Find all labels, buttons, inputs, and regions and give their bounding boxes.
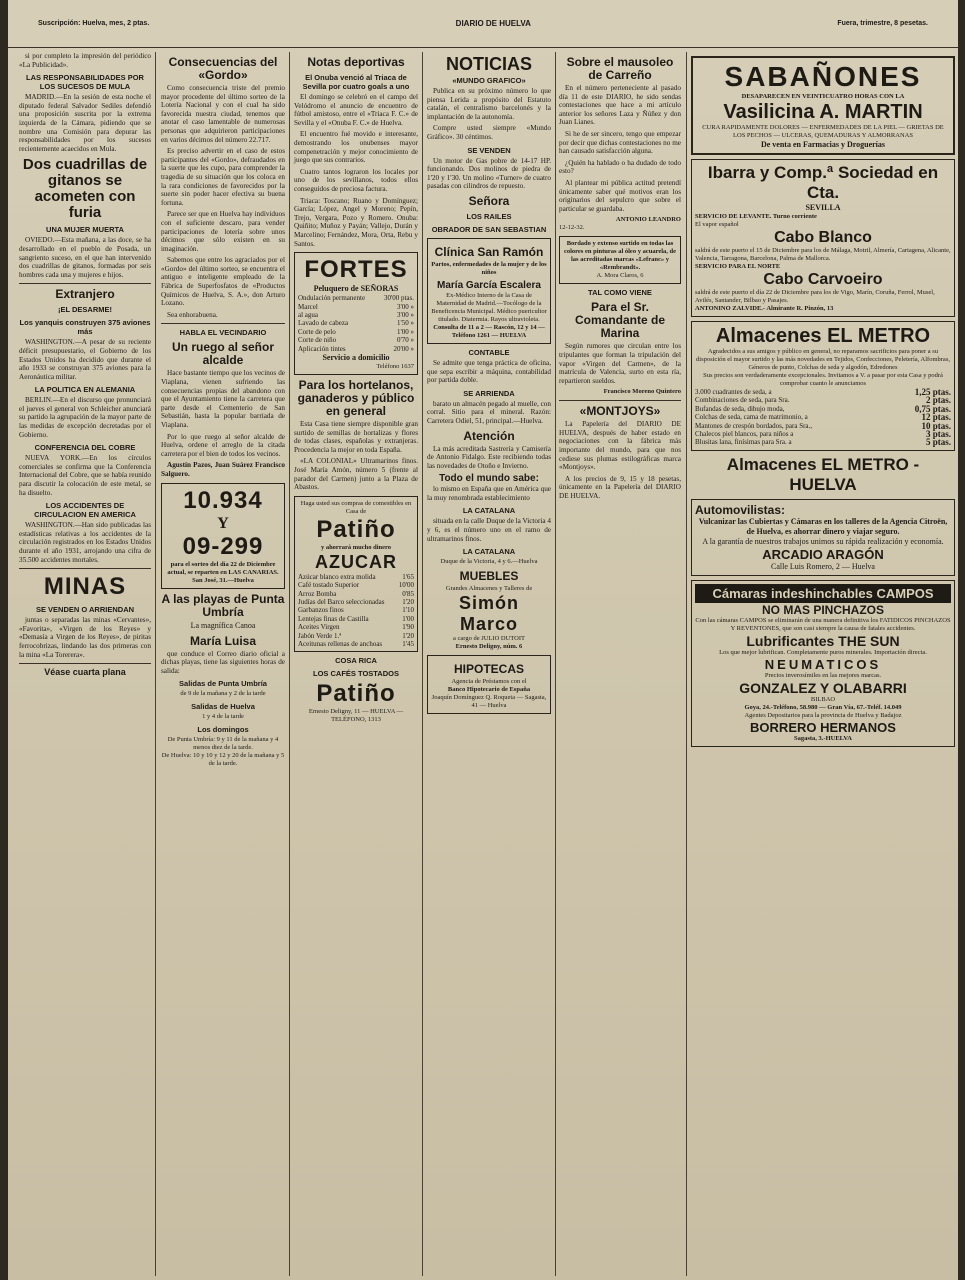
headline-cuadrillas: Dos cuadrillas de gitanos se acometen con furia [22,156,148,222]
fortes-price-row-price: 30'00 ptas. [383,294,414,303]
ad-clinica-text: Ex-Médico Interno de la Casa de Maternidad de Madrid.—Tocólogo de la Beneficencia Municipal. Médico puericultor titulado. Diatermia. Rayos ultravioleta. [431,291,547,323]
azucar-price-row-label: Lentejas finas de Castilla [298,614,369,623]
subhead-onuba: El Onuba venció al Triaca de Sevilla por cuatro goals a uno [302,73,410,91]
ad-ibarra-title: Ibarra y Comp.ª Sociedad en Cta. [707,163,939,202]
fortes-price-row-label: Marcel [298,302,318,311]
metro-price-row-price: 10 ptas. [921,420,951,431]
ad-patino-2: Patiño [316,680,396,708]
ad-clinica-title: Clínica San Ramón [434,244,544,259]
subhead-cobre: CONFERENCIA DEL COBRE [34,443,136,453]
article-cobre: NUEVA YORK.—En los círculos comerciales se confirma que la Conferencia Internacional del Cobre, que se había reunido para discutir la colocación de este metal, se ha disuelto. [19,454,151,497]
lottery-text: para el sorteo del día 22 de Diciembre actual, se reparten en LAS CANARIAS. San José, 31.—Huelva [167,560,279,584]
ad-automovilistas-text-2: A la garantía de nuestros trabajos unimos su rápida realización y economía. [702,536,944,546]
azucar-price-row-label: Aceites Virgen [298,623,340,632]
ad-aragon-address: Calle Luis Romero, 2 — Huelva [771,561,875,571]
ad-cafes: LOS CAFÉS TOSTADOS [313,669,399,679]
ad-obrador: OBRADOR DE SAN SEBASTIAN [431,224,547,234]
ad-todo-text: lo mismo en España que en América que la muy renombrada establecimiento [427,485,551,502]
ad-hipotecas-title: HIPOTECAS [453,662,524,677]
metro-price-row [695,438,951,446]
article-deportivas-p3: Cuatro tantos lograron los locales por uno de los sevillanos, todos ellos conseguidos de preciosa factura. [294,167,418,193]
ad-hipotecas-sub: Agencia de Préstamos con el [451,678,527,686]
ad-simon-marco-sub: a cargo de JULIO DUTOIT [453,635,525,643]
ad-fortes-title: FORTES [304,256,408,284]
fortes-price-row [298,311,414,319]
azucar-price-row-price: 1'45 [402,639,414,648]
fortes-price-row-label: al agua [298,310,319,319]
ad-hipotecas-bank: Banco Hipotecario de España [447,686,531,694]
ad-simon-marco: Simón Marco [458,593,519,635]
ad-bordado [559,236,681,284]
article-comandante-signature: Francisco Moreno Quintero [603,388,681,396]
ad-pinchazos-text: Con las cámaras CAMPOS se eliminarán de una manera definitiva los FATIDICOS PINCHAZOS Y REVENTONES, que son casi siempre la causa de fatales accidentes. [695,616,951,632]
article-ruego-signature: Agustín Pazos, Juan Suárez Francisco Salguero. [161,461,285,478]
article-gordo-p5: Sea enhorabuena. [167,310,218,319]
article-gordo-p1: Como consecuencia triste del premio mayor procedente del último sorteo de la Lotería Nacional y con el cual ha sido favorecida nuestra ciudad, tenemos que anotar el caso lamentable de numerosas personas que adquirieron participaciones en varios décimos del número 22.717. [161,84,285,144]
subhead-tal-como-viene: TAL COMO VIENE [588,288,652,298]
playas-boat-name: María Luisa [189,633,257,648]
fortes-price-row-price: 1'50 » [396,319,414,328]
ad-fortes-phone: Teléfono 1637 [376,362,414,370]
ad-cabo-blanco-text: saldrá de este puerto el 15 de Diciembre para los de Málaga, Motril, Almería, Cartagena, Alicante, Valencia, Tarragona, Barcelona, Palma de Mallorca. [695,247,951,262]
azucar-price-row [298,573,414,581]
column-divider [155,52,156,1276]
ad-catalana-2-address: Duque de la Victoria, 4 y 6.—Huelva [440,558,538,566]
azucar-price-row [298,632,414,640]
ad-neumaticos: NEUMATICOS [764,656,882,672]
playas-time-1: de 9 de la mañana y 2 de la tarde [180,690,266,698]
ad-metro-text-2: Sus precios son verdaderamente excepcionales. Invitamos a V. a pasar por esta Casa y podrá comprobar cuanto le anunciamos [703,372,943,387]
azucar-price-row-price: 1'20 [402,597,414,606]
azucar-price-row [298,623,414,631]
headline-playas: A las playas de Punta Umbría [161,591,285,619]
header-price: Fuera, trimestre, 8 pesetas. [837,20,928,27]
ad-metro [691,321,955,451]
article-mundo-grafico-2: Compre usted siempre «Mundo Gráfico». 30 céntimos. [427,124,551,141]
ad-fortes-subtitle: Peluquero de SEÑORAS [313,284,399,294]
fortes-price-row-label: Corte de pelo [298,327,336,336]
azucar-price-row-label: Aceitunas rellenas de anchoas [298,639,383,648]
ad-campos [691,580,955,747]
headline-montjoys: «MONTJOYS» [579,404,661,419]
subhead-contable: CONTABLE [468,347,510,357]
ad-catalana: LA CATALANA [462,506,516,516]
article-mausoleo-p3: ¿Quién ha hablado o ha dudado de todo esto? [559,158,681,176]
article-deportivas-teams: Triaca: Toscano; Ruano y Domínguez; García; López, Angel y Moreno; Pepín, Trejo, Vergara, Pozo y Romero. Onuba: Quiñito; Muñoz y Payán; Vallejo, Durán y Marcelino; Fernández, Mora, Orta, Rebu y Santos. [294,196,418,248]
ad-cabo-blanco: Cabo Blanco [774,229,872,246]
ad-sabanones-title: SABAÑONES [724,61,922,92]
ad-minas-text: juntas o separadas las minas «Cervantes», «Favorita», «Virgen de los Reyes» y «Demasía a Virgen de los Reyes», de piritas ferrocobrizas, lindando las dos primeras con la mina «La Torerera». [19,616,151,659]
article-comandante: Según rumores que circulan entre los tripulantes que forman la tripulación del vapor «Virgen del Carmen», de la matrícula de Valencia, surto en esta ría, repartieron sueldos. [559,342,681,385]
article-mausoleo-p1: En el número perteneciente al pasado día 11 de este DIARIO, he sido sendas contestaciones que hace a mi artículo anterior los señores Laza y Ñúñez y don Juan Lianes. [559,84,681,127]
article-atencion: La más acreditada Sastrería y Camisería de Antonio Fidalgo. Este recibiendo todas las novedades de Otoño e Invierno. [427,444,551,470]
azucar-price-row [298,581,414,589]
article-montjoys: La Papelería del DIARIO DE HUELVA, después de haber estado en negociaciones con la fábrica más importante del mundo, para que nos cediese sus plumas estilográficas marca «Montjoys». [559,420,681,472]
ad-ibarra-service: SERVICIO DE LEVANTE. Turno corriente [695,213,817,220]
column-4 [424,52,554,1276]
ad-azucar-price-list [298,573,414,649]
ad-neumaticos-text: Precios inverosímiles en las mejores marcas. [764,671,882,679]
article-mausoleo-p4: Al plantear mi pública actitud pretendí únicamente saber qué motivos eran los originarios del sepulcro que sobre el particular se guardaba. [559,178,681,213]
ad-todo-mundo: Todo el mundo sabe: [439,473,539,485]
subhead-desarme: ¡EL DESARME! [57,305,113,315]
playas-text: que conduce el Correo diario oficial a dichas playas, tiene las siguientes horas de salida: [161,649,285,675]
article-mausoleo-date: 12-12-32. [559,224,585,232]
metro-price-row-label: Blusitas lana, finísimas para Sra. a [695,438,792,447]
article-montjoys-2: A los precios de 9, 15 y 18 pesetas, únicamente en la Papelería del DIARIO DE HUELVA. [559,474,681,501]
azucar-price-row-price: 1'10 [402,606,414,615]
column-5 [556,52,684,1276]
article-gordo-p4: Sabemos que entre los agraciados por el «Gordo» del último sorteo, se encuentra el antiguo e inteligente empleado de la Fábrica de Superfosfatos de «Productos Químicos de Huelva, S. A.», don Arturo Lozano. [161,256,285,308]
metro-price-row-label: Combinaciones de seda, para Sra. [695,396,790,405]
article-washington: WASHINGTON.—A pesar de su reciente déficit presupuestario, el Gobierno de los Estados Unidos ha decidido que durante el año 1933 se construyan 375 aviones para la Aeronáutica militar. [19,338,151,381]
fortes-price-row [298,294,414,302]
header-masthead: DIARIO DE HUELVA [455,19,531,28]
ad-sabanones [691,56,955,155]
ad-muebles: MUEBLES [459,569,519,584]
ad-the-sun-text: Los que mejor lubrifican. Completamente puros minerales. Importación directa. [719,648,927,656]
metro-price-row [695,430,951,438]
ad-azucar: AZUCAR [315,551,397,572]
column-1 [16,52,154,1276]
metro-price-row-price: 5 ptas. [925,437,951,448]
article-ruego-2: Por lo que ruego al señor alcalde de Huelva, ordene el arreglo de la citada carretera por el bien de todos los vecinos. [161,432,285,458]
headline-hortelanos: Para los hortelanos, ganaderos y público en general [297,377,415,418]
subhead-mujer-muerta: UNA MUJER MUERTA [46,225,124,235]
fortes-price-row-label: Lavado de cabeza [298,319,349,328]
ad-ibarra [691,159,955,317]
azucar-price-row-price: 1'00 [402,614,414,623]
metro-price-row-price: 1,25 ptas. [914,387,951,397]
divider [19,663,151,664]
newspaper-page [8,0,958,1280]
ad-metro-price-list [695,388,951,447]
article-mausoleo-signature: ANTONIO LEANDRO [615,216,681,224]
ad-patino [294,496,418,653]
fortes-price-row [298,303,414,311]
ad-automovilistas-text: Vulcanizar las Cubiertas y Cámaras en los talleres de la Agencia Citroën, de Huelva, es ahorrar dinero y viajar seguro. [698,516,948,536]
ad-metro-text: Agradecidos a sus amigos y público en general, no reparamos sacrificios para poner a su disposición el mayor surtido y las más novedades en Tejidos, Confecciones, Peletería, Alfombras, Géneros de punto, Colchas de seda y algodón, Edredones [696,348,950,371]
metro-price-row-label: 3.000 cuadrantes de seda, a [695,388,772,396]
divider [19,283,151,284]
headline-gordo: Consecuencias del «Gordo» [168,55,278,82]
article-accidentes: WASHINGTON.—Han sido publicadas las estadísticas relativas a los accidentes de la circulación registrados en los Estados Unidos durante el año 1931, arrojando una cifra de 35.500 accidentes mortales. [19,521,151,564]
ad-simon-marco-footer: Ernesto Deligny, núm. 6 [455,643,523,651]
ad-catalana-text: situada en la calle Duque de la Victoria 4 y 6, es el número uno en el ramo de ultramarinos finos. [427,517,551,543]
azucar-price-row-price: 1'20 [402,631,414,640]
ad-borrero-pre: Agentes Depositarios para la provincia de Huelva y Badajoz [744,711,902,719]
ad-patino-2-footer: Ernesto Deligny, 11 — HUELVA — TELÉFONO, 1313 [308,708,404,724]
ad-senora: Señora [468,193,510,208]
article-hortelanos: Esta Casa tiene siempre disponible gran surtido de semillas de hortalizas y flores de todas clases, españolas y extranjeras. Procedencia la mejor en toda España. [294,419,418,454]
playas-time-2: 1 y 4 de la tarde [202,713,244,721]
azucar-price-row-label: Arroz Bomba [298,589,337,598]
ad-minas-title: MINAS [43,573,127,601]
ad-hipotecas-address: Joaquín Domínguez Q. Roqueta — Sagasta, 41 — Huelva [431,694,547,710]
subhead-vecindario: HABLA EL VECINDARIO [179,328,267,338]
ad-clinica [427,238,551,344]
metro-price-row-price: 0,75 ptas. [914,403,951,414]
fortes-price-row-label: Corte de niño [298,336,337,345]
ad-lottery [161,483,285,589]
headline-ruego: Un ruego al señor alcalde [171,340,275,368]
divider [559,400,681,401]
article-se-venden: Un motor de Gas pobre de 14-17 HP. funcionando. Dos molinos de piedra de 1'20 y 1'30. Un molino «Turner» de cuatro pasadas con cilindros de repuesto. [427,156,551,191]
azucar-price-row [298,615,414,623]
ad-fortes [294,252,418,375]
azucar-price-row [298,640,414,648]
fortes-price-row [298,336,414,344]
column-divider [686,52,687,1276]
ad-zalvide: ANTONINO ZALVIDE.- Almirante R. Pinzón, 13 [695,305,834,312]
ad-aragon: ARCADIO ARAGÓN [762,546,884,562]
ad-catalana-2: LA CATALANA [462,547,516,557]
divider [19,568,151,569]
azucar-price-row-price: 10'00 [398,581,414,590]
article-responsabilidades: MADRID.—En la sesión de esta noche el diputado federal Salvador Sediles defendió una proposición suscrita por la extrema izquierda de la Cámara, pidiendo que se nombre una Comisión para depurar las responsabilidades por los sucesos recientemente acaecidos en Mula. [19,93,151,153]
article-gordo-p2: Es preciso advertir en el caso de estos participantes del «Gordo», defraudados en la suerte que les cupo, para comprender la tragedia de su situación que los coloca en la rara condiciones de favorecidos por la suerte sin poder hacer efectiva su buena fortuna. [161,147,285,207]
ad-automovilistas [691,499,955,576]
headline-deportivas: Notas deportivas [307,55,405,69]
metro-price-row [695,396,951,404]
article-deportivas-p1: El domingo se celebró en el campo del Velódromo el anuncio de encuentro de fútbol amistoso, entre el «Triaca F. C.» de Sevilla y el «Onuba F. C.» de Huelva. [294,93,418,127]
azucar-price-row-label: Judías del Barco seleccionadas [298,597,385,606]
subhead-accidentes: LOS ACCIDENTES DE CIRCULACION EN AMERICA [34,501,136,520]
headline-comandante: Para el Sr. Comandante de Marina [574,300,665,341]
subhead-alemania: LA POLITICA EN ALEMANIA [34,385,136,395]
fortes-price-row-price: 20'00 » [393,344,414,353]
ad-sabanones-sub: DESAPARECEN EN VEINTICUATRO HORAS CON LA [741,93,905,100]
ad-fortes-footer: Servicio a domicilio [322,352,390,362]
azucar-price-row-label: Café tostado Superior [298,581,360,590]
ad-colonial: «LA COLONIAL» Ultramarinos finos. José María Amón, número 5 (frente al parador del Carmen) junto a la Plaza de Abastos. [294,457,418,492]
ad-cabo-carvoeiro-text: saldrá de este puerto el día 22 de Diciembre para los de Vigo, Marín, Coruña, Ferrol, Musel, Avilés, Santander, Bilbao y Pasajes. [695,289,935,304]
fortes-price-row-price: 3'00 » [396,310,414,319]
ad-patino-sub: y ahorrará mucho dinero [320,543,392,551]
ad-automovilistas-title: Automovilistas: [695,502,786,517]
fortes-price-row [298,328,414,336]
ad-vasilicina: Vasilicina A. MARTIN [723,101,923,123]
ad-los-rales: LOS RAILES [466,211,512,221]
azucar-price-row-price: 1'90 [402,623,414,632]
metro-price-row [695,388,951,396]
article-cuadrillas: OVIEDO.—Esta mañana, a las doce, se ha desarrollado en el pueblo de Posada, un sangriento suceso, en el que han intervenido dos cuadrillas de gitanos, formadas por seis hombres cada una y mujeres e hijos. [19,236,151,279]
azucar-price-row-price: 1'65 [402,572,414,581]
lottery-y: Y [217,514,229,532]
playas-time-4: De Huelva: 10 y 10 y 12 y 20 de la mañana y 5 de la tarde. [161,752,285,768]
fortes-price-row-price: 1'00 » [396,327,414,336]
playas-time-3: De Punta Umbría: 9 y 11 de la mañana y 4 menos diez de la tarde. [167,736,279,752]
ad-clinica-address: Consulta de 11 a 2 — Rascón, 12 y 14 — Teléfono 1261 — HUELVA [433,323,545,339]
ad-borrero-address: Sagasta, 3.-HUELVA [794,734,852,742]
header-subscription: Suscripción: Huelva, mes, 2 ptas. [38,20,150,27]
ad-cabo-carvoeiro: Cabo Carvoeiro [763,271,883,288]
metro-price-row-label: Bufandas de seda, dibujo moda, [695,404,785,413]
ad-vasilicina-footer: De venta en Farmacias y Droguerías [760,140,886,149]
ad-muebles-sub: Grandes Almacenes y Talleres de [445,585,533,593]
article-mausoleo-p2: Si he de ser sincero, tengo que empezar por decir que dichas contestaciones no me han causado satisfacción alguna. [559,129,681,156]
ad-camaras-title: Cámaras indeshinchables CAMPOS [695,584,951,603]
ad-cosa-rica: COSA RICA [335,656,377,666]
page-header [8,0,958,48]
fortes-price-row-price: 3'00 » [396,302,414,311]
ad-hipotecas [427,655,551,714]
headline-extranjero: Extranjero [55,287,115,302]
column-2 [158,52,288,1276]
ad-patino-pre: Haga usted sus compras de comestibles en Casa de [300,499,412,515]
article-gordo-p3: Parece ser que en Huelva hay individuos con el suficiente descaro, para vender participaciones de lotería sobre unos décimos que sólo existen en su imaginación. [161,210,285,253]
fortes-price-row-label: Aplicación tintes [298,344,346,353]
ad-ibarra-vapor: El vapor español [695,221,739,228]
playas-subtitle: La magnífica Canoa [190,620,256,630]
ad-pinchazos: NO MAS PINCHAZOS [761,602,884,617]
ad-minas-subtitle: SE VENDEN O ARRIENDAN [35,605,135,615]
metro-price-row-label: Chalecos piel blancos, para niños a [695,430,794,439]
playas-heading-1: Salidas de Punta Umbría [179,679,267,689]
ad-clinica-sub: Partos, enfermedades de la mujer y de los niños [431,260,547,276]
playas-heading-3: Los domingos [197,725,249,735]
ad-bordado-text: Bordado y extenso surtido en todas las colores en pinturas al óleo y acuarela, de las acreditadas marcas «Lefranc» y «Rembrandt». [563,240,677,272]
fortes-price-row-price: 0'70 » [396,336,414,345]
subhead-yanquis: Los yanquis construyen 375 aviones más [19,318,151,337]
ad-patino-title: Patiño [316,515,396,543]
column-6-ads [688,52,958,1276]
playas-heading-2: Salidas de Huelva [191,702,255,712]
intro-text: si por completo la impresión del periódico «La Publicidad». [19,52,151,69]
column-3 [291,52,421,1276]
article-contable: Se admite que tenga práctica de oficina, que sepa escribir a máquina, contabilidad por partida doble. [427,358,551,385]
metro-price-row [695,422,951,430]
ad-ibarra-norte: SERVICIO PARA EL NORTE [695,263,781,270]
ad-vasilicina-sub: CURA RAPIDAMENTE DOLORES — ENFERMEDADES DE LA PIEL — GRIETAS DE LOS PECHOS — ULCERAS, QUEMADURAS Y ALMORRANAS [702,124,944,139]
headline-mausoleo: Sobre el mausoleo de Carreño [566,55,674,82]
article-mundo-grafico: Publica en su próximo número lo que piensa Lerida a propósito del Estatuto catalán, el centralismo barcelonés y la implantación de la autonomía. [427,87,551,121]
fortes-price-row-label: Ondulación permanente [298,294,366,303]
fortes-price-row [298,345,414,353]
ad-the-sun: Lubrificantes THE SUN [746,632,900,649]
ad-metro-2: Almacenes EL METRO - HUELVA [726,454,920,494]
article-ruego: Hace bastante tiempo que los vecinos de Viaplana, vienen sufriendo las consecuencias propias del abandono con que el Ayuntamiento tiene la carretera que parte desde el Cementerio de San Sebastián, hasta la popular barriada de Viaplana. [161,369,285,429]
azucar-price-row [298,598,414,606]
article-arrienda: barato un almacén pegado al muelle, con corral. Sitio para el mineral. Razón: Carretera Odiel, 51, principal.—Huelva. [427,399,551,425]
headline-responsabilidades: LAS RESPONSABILIDADES POR LOS SUCESOS DE MULA [26,73,144,92]
lottery-number-2: 09-299 [182,532,264,560]
ad-borrero: BORRERO HERMANOS [750,719,896,735]
metro-price-row-label: Mantones de crespón bordados, para Sra., [695,421,813,430]
azucar-price-row-label: Jabón Verde 1.ª [298,631,342,640]
metro-price-row-price: 12 ptas. [921,412,951,423]
ad-bordado-address: A. Mora Claros, 6 [596,272,644,280]
azucar-price-row [298,590,414,598]
subhead-arrienda: SE ARRIENDA [463,388,515,398]
ad-gonzalez-address: Goya, 24.-Teléfono, 58.980 — Gran Vía, 67.-Teléf. 14.049 [744,703,902,711]
ad-clinica-doctor: María García Escalera [437,279,541,291]
ad-metro-title: Almacenes EL METRO [715,325,931,347]
column-divider [422,52,423,1276]
metro-price-row-label: Colchas de seda, cama de matrimonio, a [695,413,808,422]
azucar-price-row-price: 0'85 [402,589,414,598]
ad-gonzalez-city: BILBAO [810,695,836,703]
headline-atencion: Atención [463,428,515,443]
column-divider [289,52,290,1276]
article-berlin: BERLIN.—En el discurso que pronunciará el jueves el general von Schleicher anunciará su partido la agrupación de la mayor parte de las medidas de excepción decretadas por el Gobierno. [19,396,151,439]
metro-price-row [695,413,951,421]
subhead-mundo-grafico: «MUNDO GRAFICO» [452,76,526,85]
metro-price-row [695,405,951,413]
article-deportivas-p2: El encuentro fué movido e interesante, demostrando los onubenses mayor compenetración y mejor conocimiento de juego que sus contrarios. [294,130,418,165]
headline-noticias: NOTICIAS [445,54,532,74]
footer-see-page: Véase cuarta plana [44,667,126,678]
subhead-se-venden: SE VENDEN [467,145,511,155]
metro-price-row-price: 3 ptas. [925,429,951,440]
fortes-price-row [298,319,414,327]
ad-gonzalez: GONZALEZ Y OLABARRI [739,679,907,696]
ad-ibarra-city: SEVILLA [805,203,841,212]
ad-fortes-price-list [298,294,414,353]
azucar-price-row-label: Azúcar blanco extra molida [298,572,376,581]
metro-price-row-price: 2 ptas. [925,395,951,406]
azucar-price-row-label: Garbanzos finos [298,606,344,615]
lottery-number-1: 10.934 [183,486,263,514]
divider [161,323,285,324]
azucar-price-row [298,606,414,614]
